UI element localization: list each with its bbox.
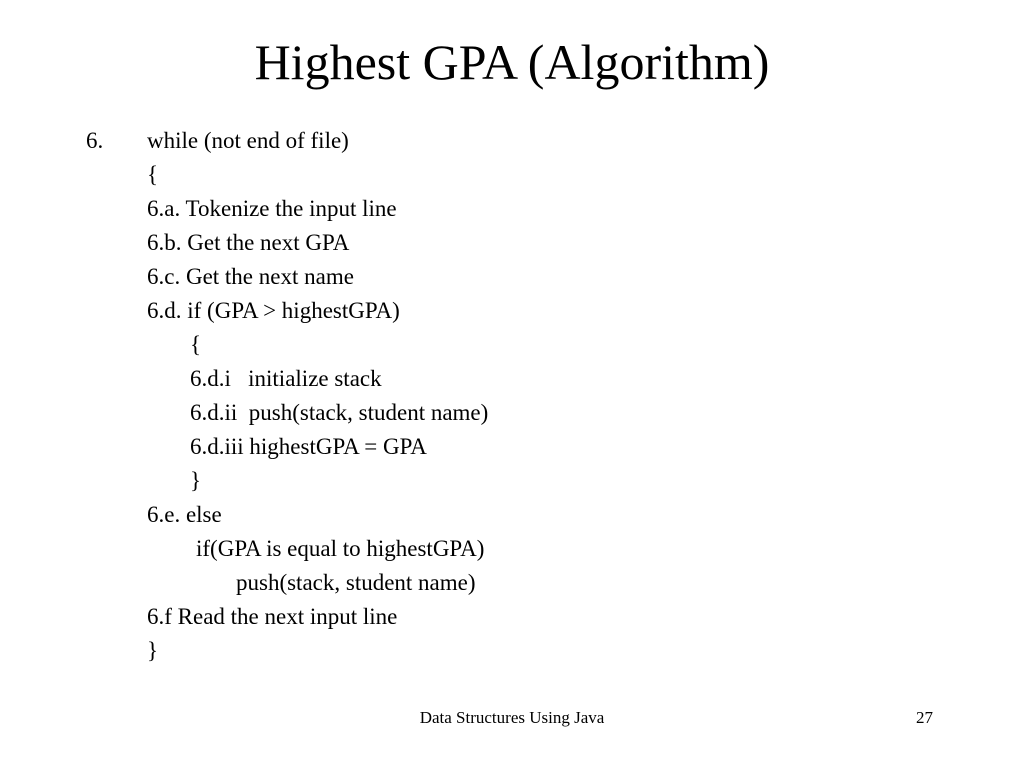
algorithm-line-6di: 6.d.i initialize stack: [190, 366, 382, 391]
slide-title: Highest GPA (Algorithm): [254, 34, 770, 90]
algorithm-line-6e: 6.e. else: [147, 502, 222, 527]
algorithm-line-6diii: 6.d.iii highestGPA = GPA: [190, 434, 427, 459]
algorithm-line-6c: 6.c. Get the next name: [147, 264, 354, 289]
algorithm-line-6b: 6.b. Get the next GPA: [147, 230, 350, 255]
algorithm-line-else-if: if(GPA is equal to highestGPA): [196, 536, 485, 561]
algorithm-line-inner-close-brace: }: [190, 468, 202, 493]
algorithm-line-close-brace: }: [147, 638, 159, 663]
step-number: 6.: [86, 128, 104, 153]
algorithm-line-else-push: push(stack, student name): [236, 570, 476, 595]
algorithm-line-inner-open-brace: {: [190, 332, 202, 357]
algorithm-line-6dii: 6.d.ii push(stack, student name): [190, 400, 489, 425]
algorithm-line-6a: 6.a. Tokenize the input line: [147, 196, 397, 221]
algorithm-line-6f: 6.f Read the next input line: [147, 604, 398, 629]
algorithm-line-while: while (not end of file): [147, 128, 349, 153]
footer-course: Data Structures Using Java: [419, 708, 605, 727]
algorithm-line-open-brace: {: [147, 162, 159, 187]
algorithm-line-6d: 6.d. if (GPA > highestGPA): [147, 298, 400, 323]
footer-page-number: 27: [916, 708, 933, 727]
